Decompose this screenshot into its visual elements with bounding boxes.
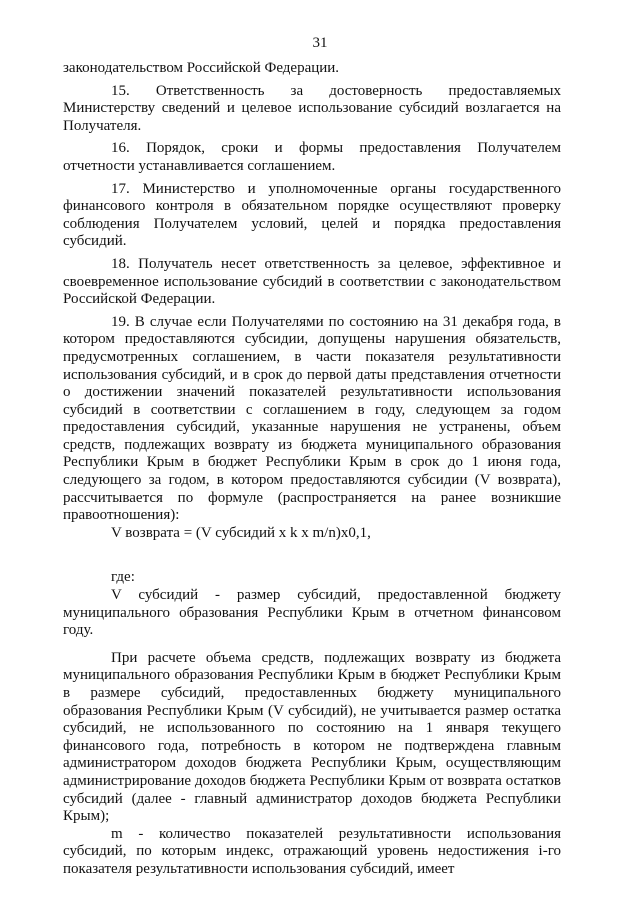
document-body [63,60,561,879]
paragraph-calculation-note: При расчете объема средств, подлежащих возврату из бюджета муниципального образования Республики Крым в бюджет Республики Крым в размере субсидий, предоставленных бюджету муниципального образования Республики Крым (V субсидий), не учитывается размер остатка субсидий, не использованного по состоянию на 1 января текущего финансового года, потребность в котором не подтверждена главным администратором доходов бюджета Республики Крым, осуществляющим администрирование доходов бюджета Республики Крым от возврата остатков субсидий (далее - главный администратор доходов бюджета Республики Крым); [63,649,561,825]
paragraph-15: 15. Ответственность за достоверность предоставляемых Министерству сведений и целевое использование субсидий возлагается на Получателя. [63,82,561,134]
paragraph-continuation: законодательством Российской Федерации. [63,60,340,76]
paragraph-17: 17. Министерство и уполномоченные органы государственного финансового контроля в обязательном порядке осуществляют проверку соблюдения Получателем условий, целей и порядка предоставления субсидий. [63,180,561,250]
page-number: 31 [312,35,328,51]
formula-where: где: [111,569,135,586]
paragraph-19: 19. В случае если Получателями по состоянию на 31 декабря года, в котором предоставляются субсидии, допущены нарушения обязательств, предусмотренных соглашением, в части показателя результативности использования субсидий, и в срок до первой даты представления отчетности о достижении значений показателей результативности использования субсидий в соответствии с соглашением в году, следующем за годом предоставления субсидий, указанные нарушения не устранены, объем средств, подлежащих возврату из бюджета муниципального образования Республики Крым в бюджет Республики Крым в срок до 1 июня года, следующего за годом, в котором предоставляются субсидии (V возврата), рассчитывается по формуле (распространяется на ранее возникшие правоотношения): [63,313,561,524]
definition-m: m - количество показателей результативности использования субсидий, по которым индекс, отражающий уровень недостижения i-го показателя результативности использования субсидий, имеет [63,825,561,877]
paragraph-18: 18. Получатель несет ответственность за целевое, эффективное и своевременное использование субсидий в соответствии с законодательством Российской Федерации. [63,255,561,308]
formula: V возврата = (V субсидий x k x m/n)x0,1, [111,524,371,541]
definition-v-subsidies: V субсидий - размер субсидий, предоставленной бюджету муниципального образования Республики Крым в отчетном финансовом году. [63,587,561,639]
paragraph-16: 16. Порядок, сроки и формы предоставления Получателем отчетности устанавливается соглашением. [63,140,561,174]
